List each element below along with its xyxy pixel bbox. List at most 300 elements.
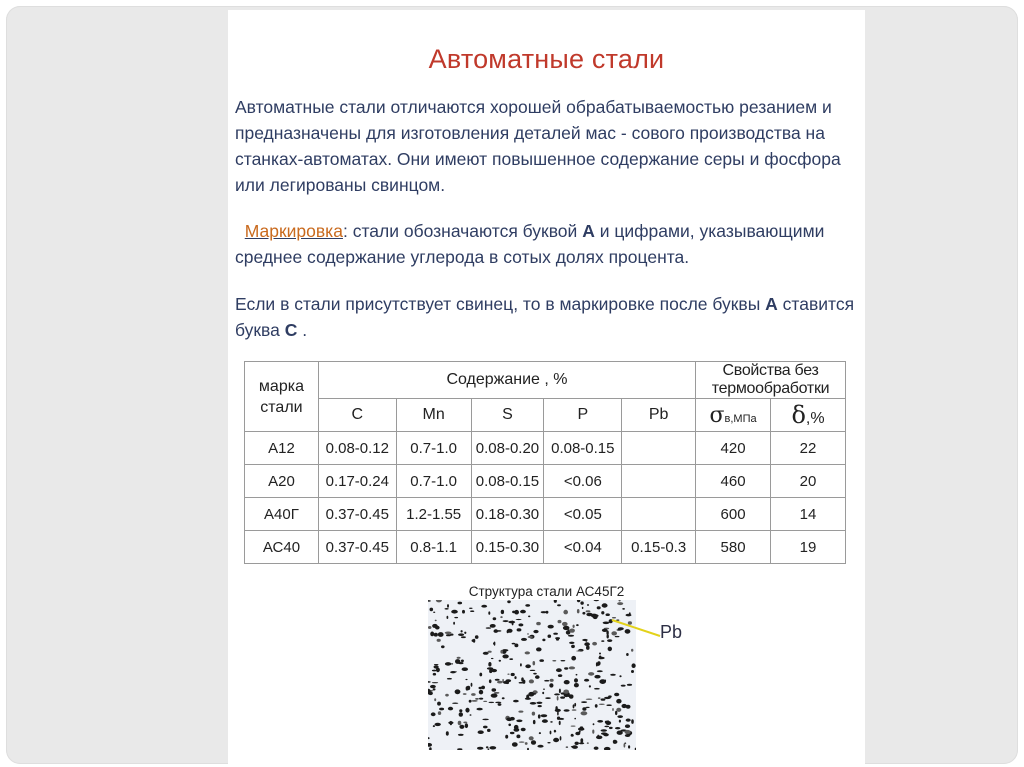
- inclusion-dot: [597, 661, 600, 665]
- inclusion-dot: [552, 660, 556, 661]
- inclusion-dot: [499, 660, 501, 662]
- inclusion-dot: [487, 667, 493, 670]
- inclusion-dot: [584, 642, 590, 646]
- inclusion-dot: [497, 681, 503, 684]
- cell-delta: 19: [771, 531, 846, 564]
- inclusion-dot: [509, 658, 513, 660]
- inclusion-dot: [434, 633, 438, 637]
- inclusion-dot: [558, 674, 562, 677]
- inclusion-dot: [454, 617, 458, 618]
- inclusion-dot: [428, 600, 431, 602]
- cell-c: 0.17-0.24: [318, 465, 396, 498]
- inclusion-dot: [582, 612, 585, 615]
- microstructure-dots: [428, 600, 636, 750]
- lead-text-2: ставится буква: [235, 294, 855, 340]
- cell-c: 0.08-0.12: [318, 432, 396, 465]
- inclusion-dot: [532, 712, 535, 716]
- cell-sigma: 460: [696, 465, 771, 498]
- inclusion-dot: [498, 703, 502, 706]
- inclusion-dot: [561, 660, 566, 661]
- inclusion-dot: [616, 699, 621, 704]
- inclusion-dot: [493, 617, 497, 620]
- inclusion-dot: [525, 742, 528, 745]
- lead-letter-c: С: [284, 320, 298, 340]
- inclusion-dot: [458, 602, 463, 605]
- inclusion-dot: [437, 702, 441, 706]
- pb-pointer-line: [612, 620, 660, 636]
- sigma-subscript: в: [724, 412, 731, 425]
- inclusion-dot: [457, 657, 461, 659]
- inclusion-dot: [603, 733, 605, 735]
- inclusion-dot: [439, 708, 444, 711]
- inclusion-dot: [597, 606, 601, 609]
- inclusion-dot: [557, 604, 561, 606]
- inclusion-dot: [514, 725, 519, 730]
- inclusion-dot: [546, 611, 549, 614]
- inclusion-dot: [560, 736, 562, 740]
- inclusion-dot: [577, 600, 580, 602]
- inclusion-dot: [529, 736, 534, 740]
- inclusion-dot: [564, 680, 570, 684]
- inclusion-dot: [533, 661, 536, 665]
- inclusion-dot: [450, 634, 453, 636]
- inclusion-dot: [622, 704, 627, 708]
- inclusion-dot: [586, 707, 590, 708]
- inclusion-dot: [509, 621, 516, 624]
- column-header-p: P: [544, 399, 622, 432]
- inclusion-dot: [530, 702, 536, 705]
- inclusion-dot: [445, 694, 449, 697]
- cell-pb: 0.15-0.3: [622, 531, 696, 564]
- inclusion-dot: [592, 730, 594, 734]
- lead-paragraph: [235, 291, 860, 343]
- inclusion-dot: [574, 678, 578, 682]
- table-row: [245, 531, 846, 564]
- inclusion-dot: [436, 668, 440, 673]
- inclusion-dot: [550, 731, 552, 735]
- inclusion-dot: [490, 624, 496, 628]
- inclusion-dot: [607, 720, 610, 723]
- inclusion-dot: [514, 610, 519, 615]
- inclusion-dot: [573, 704, 575, 708]
- inclusion-dot: [593, 615, 598, 619]
- inclusion-dot: [447, 616, 449, 619]
- inclusion-dot: [538, 705, 542, 707]
- inclusion-dot: [441, 645, 445, 648]
- inclusion-dot: [452, 703, 458, 704]
- inclusion-dot: [507, 629, 513, 633]
- inclusion-dot: [467, 686, 471, 690]
- delta-unit: ,%: [805, 410, 825, 427]
- cell-s: 0.18-0.30: [471, 498, 544, 531]
- inclusion-dot: [632, 663, 636, 668]
- inclusion-dot: [582, 639, 588, 641]
- inclusion-dot: [448, 721, 453, 724]
- inclusion-dot: [435, 626, 440, 630]
- inclusion-dot: [572, 709, 577, 711]
- inclusion-dot: [479, 698, 483, 700]
- inclusion-dot: [619, 675, 621, 677]
- inclusion-dot: [586, 699, 593, 700]
- inclusion-dot: [521, 728, 526, 731]
- inclusion-dot: [434, 664, 439, 665]
- inclusion-dot: [574, 718, 576, 720]
- inclusion-dot: [471, 693, 476, 696]
- marking-text-2: и цифрами, указывающими среднее содержание углерода в сотых долях процента.: [235, 221, 825, 267]
- cell-c: 0.37-0.45: [318, 531, 396, 564]
- lead-text-3: .: [297, 320, 308, 340]
- cell-pb: [622, 432, 696, 465]
- inclusion-dot: [594, 688, 600, 690]
- inclusion-dot: [612, 708, 614, 711]
- pb-label: Pb: [660, 622, 683, 642]
- inclusion-dot: [491, 658, 494, 659]
- inclusion-dot: [597, 670, 603, 672]
- inclusion-dot: [495, 702, 501, 704]
- inclusion-dot: [616, 708, 621, 712]
- inclusion-dot: [553, 738, 559, 742]
- inclusion-dot: [548, 635, 552, 638]
- inclusion-dot: [597, 735, 599, 739]
- inclusion-dot: [576, 650, 582, 651]
- inclusion-dot: [432, 682, 438, 683]
- inclusion-dot: [507, 600, 511, 603]
- inclusion-dot: [543, 688, 545, 690]
- inclusion-dot: [447, 678, 452, 680]
- inclusion-dot: [625, 724, 630, 728]
- inclusion-dot: [471, 700, 477, 702]
- cell-mn: 0.7-1.0: [396, 465, 471, 498]
- inclusion-dot: [461, 660, 464, 663]
- inclusion-dot: [564, 667, 568, 669]
- inclusion-dot: [580, 726, 583, 728]
- inclusion-dot: [631, 719, 634, 724]
- inclusion-dot: [529, 679, 534, 683]
- inclusion-dot: [462, 667, 468, 671]
- inclusion-dot: [619, 600, 621, 602]
- inclusion-dot: [521, 638, 527, 641]
- inclusion-dot: [559, 718, 565, 720]
- inclusion-dot: [503, 620, 509, 622]
- inclusion-dot: [435, 723, 441, 726]
- inclusion-dot: [486, 746, 489, 748]
- inclusion-dot: [539, 659, 544, 662]
- column-header-sigma: [696, 399, 771, 432]
- inclusion-dot: [563, 690, 569, 694]
- inclusion-dot: [520, 663, 522, 666]
- inclusion-dot: [525, 664, 531, 668]
- cell-s: 0.08-0.15: [471, 465, 544, 498]
- inclusion-dot: [536, 647, 542, 651]
- inclusion-dot: [558, 620, 562, 623]
- inclusion-dot: [477, 747, 483, 750]
- inclusion-dot: [621, 685, 626, 687]
- inclusion-dot: [434, 698, 436, 701]
- inclusion-dot: [465, 708, 469, 713]
- inclusion-dot: [539, 732, 541, 734]
- inclusion-dot: [599, 704, 605, 705]
- inclusion-dot: [500, 616, 502, 618]
- inclusion-dot: [459, 709, 462, 712]
- cell-delta: 22: [771, 432, 846, 465]
- inclusion-dot: [465, 723, 468, 728]
- cell-grade: А40Г: [245, 498, 319, 531]
- inclusion-dot: [581, 711, 588, 715]
- table-row: [245, 465, 846, 498]
- inclusion-dot: [582, 607, 584, 609]
- inclusion-dot: [586, 613, 592, 616]
- table-subheader-row: [245, 399, 846, 432]
- inclusion-dot: [610, 674, 616, 676]
- delta-symbol: δ: [791, 401, 806, 429]
- inclusion-dot: [488, 611, 490, 614]
- inclusion-dot: [517, 628, 522, 631]
- inclusion-dot: [624, 743, 626, 747]
- inclusion-dot: [581, 701, 587, 703]
- inclusion-dot: [536, 702, 542, 704]
- inclusion-dot: [471, 683, 473, 687]
- inclusion-dot: [518, 623, 523, 626]
- inclusion-dot: [580, 601, 583, 604]
- inclusion-dot: [527, 633, 529, 634]
- microstructure-image: [428, 600, 636, 750]
- inclusion-dot: [430, 632, 434, 637]
- inclusion-dot: [631, 649, 633, 652]
- cell-grade: АС40: [245, 531, 319, 564]
- inclusion-dot: [542, 692, 544, 694]
- inclusion-dot: [586, 610, 591, 612]
- lead-text-1: Если в стали присутствует свинец, то в маркировке после буквы: [235, 294, 766, 314]
- inclusion-dot: [614, 740, 618, 743]
- inclusion-dot: [463, 693, 467, 695]
- cell-s: 0.15-0.30: [471, 531, 544, 564]
- inclusion-dot: [461, 630, 463, 632]
- inclusion-dot: [564, 709, 570, 712]
- marking-label: Маркировка: [244, 221, 343, 241]
- inclusion-dot: [596, 662, 598, 666]
- inclusion-dot: [500, 650, 503, 654]
- cell-grade: А12: [245, 432, 319, 465]
- inclusion-dot: [594, 675, 600, 679]
- inclusion-dot: [519, 741, 525, 742]
- inclusion-dot: [516, 619, 522, 620]
- pb-pointer-arrow: [608, 610, 664, 644]
- inclusion-dot: [601, 729, 607, 731]
- inclusion-dot: [542, 719, 548, 723]
- inclusion-dot: [631, 670, 634, 673]
- inclusion-dot: [502, 697, 505, 699]
- cell-sigma: 420: [696, 432, 771, 465]
- marking-colon: :: [342, 221, 348, 241]
- cell-pb: [622, 498, 696, 531]
- inclusion-dot: [597, 720, 603, 723]
- inclusion-dot: [461, 636, 466, 638]
- inclusion-dot: [488, 651, 492, 653]
- inclusion-dot: [584, 679, 589, 682]
- table-row: [245, 498, 846, 531]
- inclusion-dot: [513, 700, 519, 703]
- inclusion-dot: [445, 662, 451, 666]
- inclusion-dot: [453, 622, 455, 625]
- inclusion-dot: [514, 676, 516, 679]
- table-row: [245, 432, 846, 465]
- column-header-mn: Mn: [396, 399, 471, 432]
- inclusion-dot: [602, 629, 608, 632]
- inclusion-dot: [525, 698, 531, 700]
- inclusion-dot: [458, 721, 462, 725]
- inclusion-dot: [587, 742, 589, 744]
- lead-letter-a: А: [765, 294, 778, 314]
- inclusion-dot: [601, 698, 606, 700]
- cell-grade: А20: [245, 465, 319, 498]
- inclusion-dot: [575, 732, 580, 736]
- inclusion-dot: [512, 643, 516, 645]
- inclusion-dot: [482, 719, 489, 721]
- inclusion-dot: [628, 745, 630, 748]
- inclusion-dot: [598, 697, 601, 699]
- grade-header: марка стали: [245, 362, 319, 432]
- inclusion-dot: [438, 711, 441, 715]
- inclusion-dot: [481, 686, 485, 690]
- inclusion-dot: [512, 742, 518, 747]
- inclusion-dot: [487, 729, 491, 732]
- inclusion-dot: [599, 656, 602, 660]
- inclusion-dot: [469, 608, 473, 609]
- cell-delta: 20: [771, 465, 846, 498]
- inclusion-dot: [458, 633, 464, 636]
- inclusion-dot: [571, 746, 577, 748]
- inclusion-dot: [483, 701, 487, 702]
- inclusion-dot: [569, 642, 574, 644]
- inclusion-dot: [501, 610, 504, 614]
- inclusion-dot: [619, 720, 621, 723]
- inclusion-dot: [608, 647, 612, 652]
- table-header-row: [245, 362, 846, 399]
- inclusion-dot: [571, 734, 574, 736]
- inclusion-dot: [571, 645, 575, 648]
- inclusion-dot: [547, 742, 550, 743]
- inclusion-dot: [580, 738, 583, 743]
- inclusion-dot: [533, 630, 538, 633]
- inclusion-dot: [550, 679, 554, 682]
- inclusion-dot: [465, 679, 467, 680]
- inclusion-dot: [435, 620, 437, 622]
- inclusion-dot: [606, 704, 611, 706]
- slide: [228, 10, 865, 767]
- inclusion-dot: [528, 636, 533, 638]
- inclusion-dot: [617, 602, 623, 605]
- inclusion-dot: [428, 692, 433, 696]
- inclusion-dot: [433, 673, 436, 676]
- inclusion-dot: [472, 639, 475, 642]
- inclusion-dot: [483, 726, 488, 729]
- intro-paragraph: Автоматные стали отличаются хорошей обрабатываемостью резанием и предназначены для изготовления деталей мас - сового производства на станках-автоматах. Они имеют повышенное содержание серы и фосфора или легированы свинцом.: [235, 97, 841, 195]
- inclusion-dot: [479, 690, 483, 695]
- inclusion-dot: [494, 642, 496, 646]
- inclusion-dot: [559, 721, 561, 725]
- inclusion-dot: [592, 642, 597, 646]
- inclusion-dot: [451, 610, 458, 614]
- inclusion-dot: [531, 740, 536, 745]
- inclusion-dot: [495, 679, 500, 681]
- inclusion-dot: [430, 685, 436, 688]
- column-header-c: C: [318, 399, 396, 432]
- marking-letter: А: [582, 221, 595, 241]
- inclusion-dot: [568, 635, 574, 637]
- inclusion-dot: [459, 725, 464, 729]
- inclusion-dot: [489, 702, 495, 703]
- inclusion-dot: [594, 600, 599, 601]
- inclusion-dot: [533, 720, 536, 724]
- inclusion-dot: [571, 656, 576, 661]
- properties-header: Свойства без термообработки: [696, 362, 846, 399]
- inclusion-dot: [433, 612, 435, 613]
- marking-paragraph: [235, 218, 860, 270]
- inclusion-dot: [488, 662, 491, 667]
- inclusion-dot: [477, 708, 483, 711]
- inclusion-dot: [431, 712, 436, 716]
- inclusion-dot: [541, 714, 548, 717]
- inclusion-dot: [559, 689, 561, 694]
- inclusion-dot: [615, 727, 620, 729]
- inclusion-dot: [574, 683, 579, 687]
- inclusion-dot: [594, 747, 599, 750]
- cell-pb: [622, 465, 696, 498]
- inclusion-dot: [569, 666, 575, 669]
- inclusion-dot: [576, 674, 578, 676]
- inclusion-dot: [463, 722, 467, 724]
- inclusion-dot: [566, 747, 569, 748]
- inclusion-dot: [470, 714, 472, 716]
- inclusion-dot: [599, 653, 601, 655]
- cell-sigma: 580: [696, 531, 771, 564]
- inclusion-dot: [458, 734, 464, 736]
- inclusion-dot: [593, 723, 595, 725]
- inclusion-dot: [488, 748, 490, 750]
- inclusion-dot: [506, 718, 512, 722]
- inclusion-dot: [615, 711, 617, 715]
- inclusion-dot: [563, 610, 568, 615]
- inclusion-dot: [562, 622, 568, 626]
- marking-text-1: стали обозначаются буквой: [347, 221, 583, 241]
- inclusion-dot: [635, 748, 636, 750]
- inclusion-dot: [557, 711, 559, 715]
- inclusion-dot: [446, 731, 449, 735]
- inclusion-dot: [489, 679, 492, 683]
- cell-delta: 14: [771, 498, 846, 531]
- inclusion-dot: [508, 724, 511, 727]
- inclusion-dot: [542, 639, 545, 642]
- cell-p: <0.04: [544, 531, 622, 564]
- inclusion-dot: [538, 714, 541, 718]
- column-header-pb: Pb: [622, 399, 696, 432]
- inclusion-dot: [451, 663, 453, 664]
- inclusion-dot: [475, 635, 479, 639]
- cell-c: 0.37-0.45: [318, 498, 396, 531]
- inclusion-dot: [554, 693, 560, 695]
- inclusion-dot: [436, 600, 442, 602]
- inclusion-dot: [553, 633, 558, 635]
- steel-composition-table: [244, 361, 846, 564]
- inclusion-dot: [589, 685, 591, 687]
- inclusion-dot: [455, 689, 461, 694]
- inclusion-dot: [549, 683, 553, 687]
- inclusion-dot: [437, 639, 441, 642]
- inclusion-dot: [548, 625, 554, 629]
- inclusion-dot: [483, 652, 489, 655]
- inclusion-dot: [521, 677, 524, 681]
- inclusion-dot: [544, 680, 549, 682]
